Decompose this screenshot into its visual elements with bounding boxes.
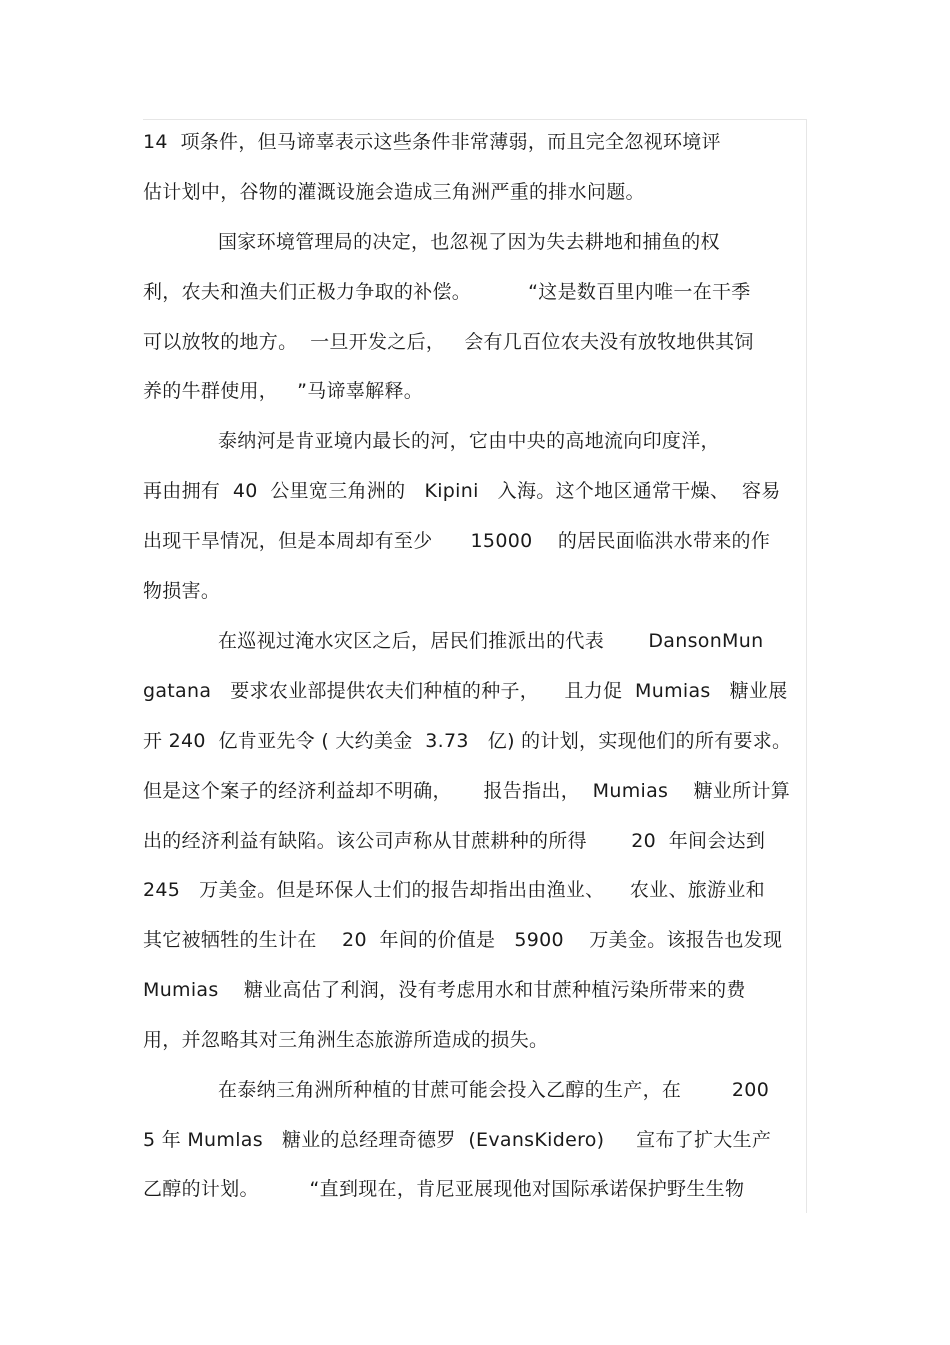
text-line: 乙醇的计划。 “直到现在，肯尼亚展现他对国际承诺保护野生生物: [143, 1178, 745, 1200]
text-line: 其它被牺牲的生计在 20 年间的价值是 5900 万美金。该报告也发现: [143, 929, 783, 951]
paragraph-first-line: 泰纳河是肯亚境内最长的河，它由中央的高地流向印度洋，: [218, 430, 720, 452]
text-line: 出的经济利益有缺陷。该公司声称从甘蔗耕种的所得 20 年间会达到: [143, 830, 766, 852]
text-line: 14 项条件，但马谛辜表示这些条件非常薄弱，而且完全忽视环境评: [143, 131, 721, 153]
paragraph-first-line: 在泰纳三角洲所种植的甘蔗可能会投入乙醇的生产，在 200: [218, 1079, 770, 1101]
text-line: 利，农夫和渔夫们正极力争取的补偿。 “这是数百里内唯一在干季: [143, 281, 751, 303]
text-line: 但是这个案子的经济利益却不明确， 报告指出， Mumias 糖业所计算: [143, 780, 791, 802]
paragraph-first-line: 在巡视过淹水灾区之后，居民们推派出的代表 DansonMun: [218, 630, 764, 652]
text-line: 物损害。: [143, 580, 221, 602]
text-line: 可以放牧的地方。 一旦开发之后， 会有几百位农夫没有放牧地供其饲: [143, 331, 754, 353]
text-line: 5 年 Mumlas 糖业的总经理奇德罗 (EvansKidero) 宣布了扩大生产: [143, 1129, 772, 1151]
text-line: 245 万美金。但是环保人士们的报告却指出由渔业、 农业、旅游业和: [143, 879, 765, 901]
text-line: 开 240 亿肯亚先令 ( 大约美金 3.73 亿) 的计划，实现他们的所有要求。: [143, 730, 792, 752]
text-line: 再由拥有 40 公里宽三角洲的 Kipini 入海。这个地区通常干燥、 容易: [143, 480, 781, 502]
text-line: 养的牛群使用， ”马谛辜解释。: [143, 380, 424, 402]
text-line: 估计划中，谷物的灌溉设施会造成三角洲严重的排水问题。: [143, 181, 645, 203]
text-line: gatana 要求农业部提供农夫们种植的种子， 且力促 Mumias 糖业展: [143, 680, 788, 702]
text-line: 出现干旱情况，但是本周却有至少 15000 的居民面临洪水带来的作: [143, 530, 771, 552]
paragraph-first-line: 国家环境管理局的决定，也忽视了因为失去耕地和捕鱼的权: [218, 231, 720, 253]
text-line: 用，并忽略其对三角洲生态旅游所造成的损失。: [143, 1029, 549, 1051]
text-line: Mumias 糖业高估了利润，没有考虑用水和甘蔗种植污染所带来的费: [143, 979, 746, 1001]
